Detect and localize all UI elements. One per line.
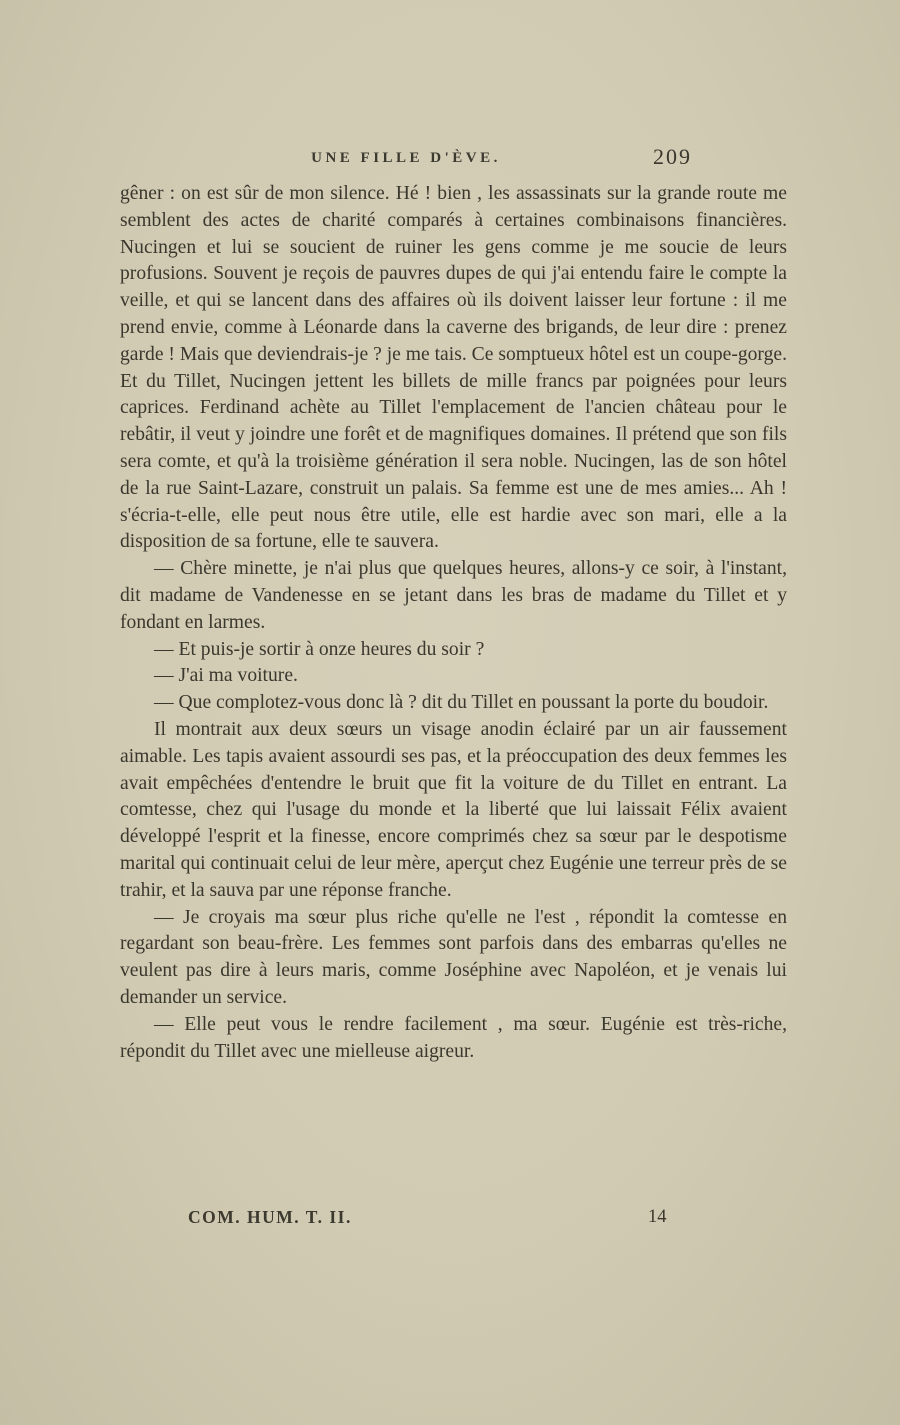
paragraph: — Chère minette, je n'ai plus que quelques heures, allons-y ce soir, à l'instant, dit madame de Vandenesse en se jetant dans les bras de madame du Tillet et y fondant en larmes. [120, 558, 787, 633]
paragraph: — Et puis-je sortir à onze heures du soir ? [154, 638, 485, 660]
page-header [120, 146, 787, 174]
page-body [120, 181, 787, 1065]
gathering-number: 14 [648, 1207, 667, 1227]
page-number: 209 [653, 144, 692, 169]
paragraph: — J'ai ma voiture. [154, 665, 298, 687]
paragraph: — Elle peut vous le rendre facilement , ma sœur. Eugénie est très-riche, répondit du Tillet avec une mielleuse aigreur. [120, 1013, 787, 1062]
signature-mark: COM. HUM. T. II. [188, 1207, 352, 1227]
paragraph: — Que complotez-vous donc là ? dit du Tillet en poussant la porte du boudoir. [154, 692, 769, 714]
paragraph: — Je croyais ma sœur plus riche qu'elle ne l'est , répondit la comtesse en regardant son beau-frère. Les femmes sont parfois dans des embarras qu'elles ne veulent pas dire à leurs maris, comme Joséphine avec Napoléon, et je venais lui demander un service. [120, 906, 787, 1008]
running-head-title: UNE FILLE D'ÈVE. [311, 150, 501, 166]
page-footer [120, 1207, 787, 1233]
paragraph: gêner : on est sûr de mon silence. Hé ! bien , les assassinats sur la grande route me semblent des actes de charité comparés à certaines combinaisons financières. Nucingen et lui se soucient de ruiner les gens comme je me soucie de leurs profusions. Souvent je reçois de pauvres dupes de qui j'ai entendu faire le compte la veille, et qui se lancent dans des affaires où ils doivent laisser leur fortune : il me prend envie, comme à Léonarde dans la caverne des brigands, de leur dire : prenez garde ! Mais que deviendrais-je ? je me tais. Ce somptueux hôtel est un coupe-gorge. Et du Tillet, Nucingen jettent les billets de mille francs par poignées pour leurs caprices. Ferdinand achète au Tillet l'emplacement de l'ancien château pour le rebâtir, il veut y joindre une forêt et de magnifiques domaines. Il prétend que son fils sera comte, et qu'à la troisième génération il sera noble. Nucingen, las de son hôtel de la rue Saint-Lazare, construit un palais. Sa femme est une de mes amies... Ah ! s'écria-t-elle, elle peut nous être utile, elle est hardie avec son mari, elle a la disposition de sa fortune, elle te sauvera. [120, 183, 787, 553]
paragraph: Il montrait aux deux sœurs un visage anodin éclairé par un air faussement aimable. Les tapis avaient assourdi ses pas, et la préoccupation des deux femmes les avait empêchées d'entendre le bruit que fit la voiture de du Tillet en entrant. La comtesse, chez qui l'usage du monde et la liberté que lui laissait Félix avaient développé l'esprit et la finesse, encore comprimés chez sa sœur par le despotisme marital qui continuait celui de leur mère, aperçut chez Eugénie une terreur près de se trahir, et la sauva par une réponse franche. [120, 718, 787, 901]
